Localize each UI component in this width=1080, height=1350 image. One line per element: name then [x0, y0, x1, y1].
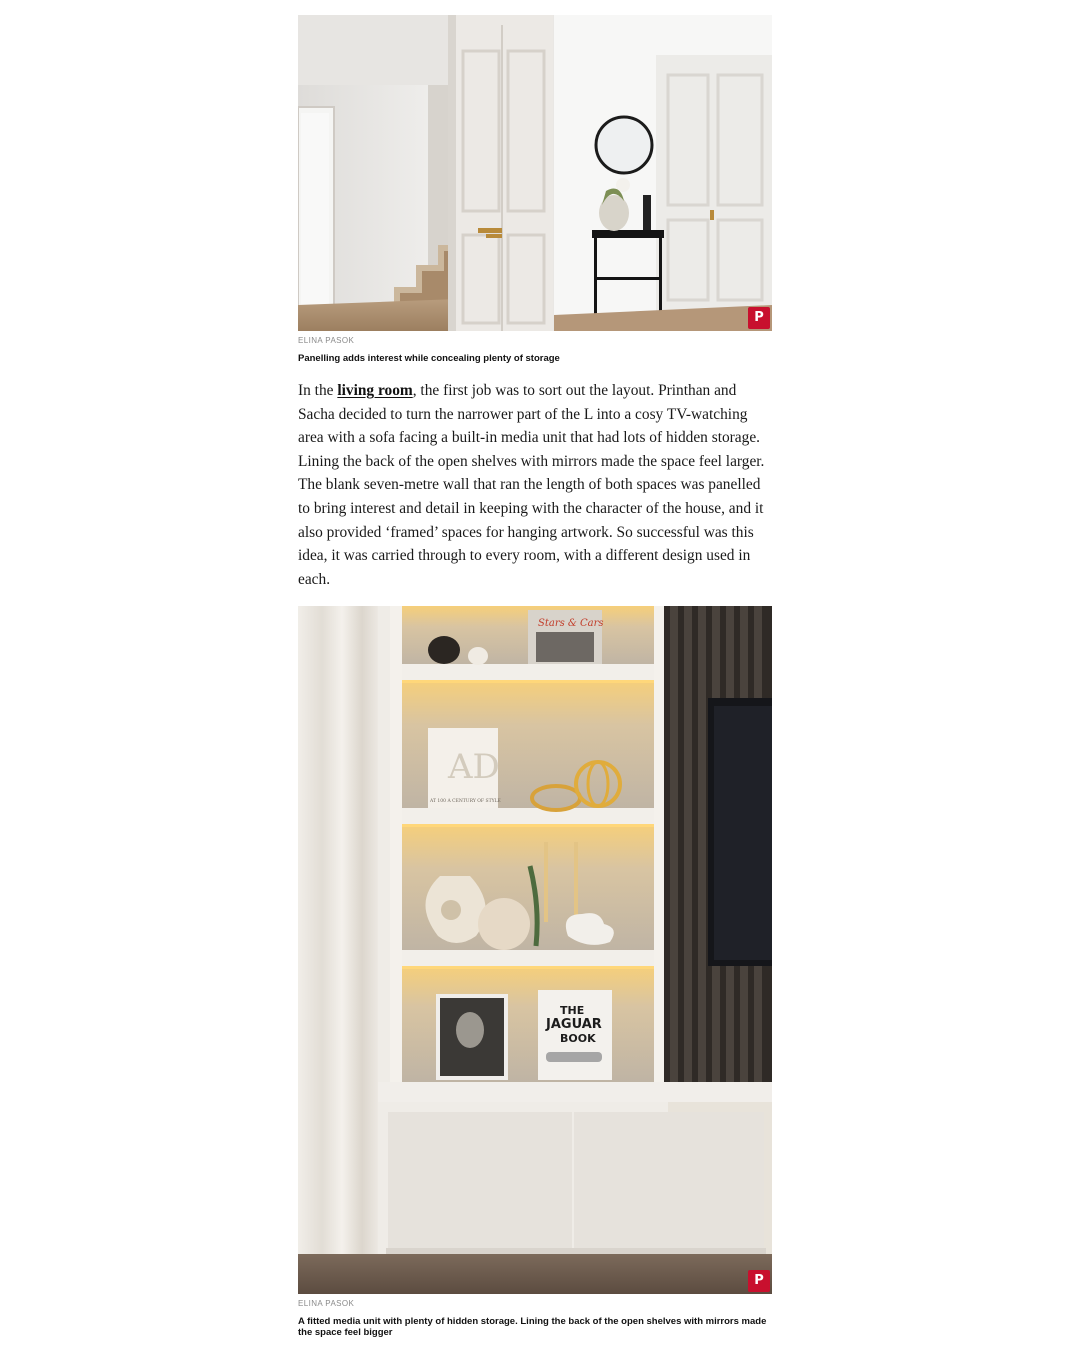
photo-caption: A fitted media unit with plenty of hidden storage. Lining the back of the open shelves with mirrors made the space feel bigger	[298, 1316, 767, 1338]
ad-book-letters: AD	[448, 747, 500, 787]
paragraph-text-start: In the	[298, 382, 338, 399]
pinterest-icon[interactable]: P	[748, 307, 770, 329]
article-paragraph	[298, 379, 772, 591]
media-unit-illustration	[298, 606, 772, 1294]
hallway-illustration	[298, 15, 772, 331]
jaguar-book-title: JAGUAR	[546, 1017, 602, 1032]
hallway-photo	[298, 15, 772, 331]
photo-caption: Panelling adds interest while concealing plenty of storage	[298, 353, 560, 364]
stars-cars-book-title: Stars & Cars	[538, 618, 604, 629]
living-room-link[interactable]: living room	[337, 382, 413, 399]
photo-credit: ELINA PASOK	[298, 336, 355, 345]
photo-credit: ELINA PASOK	[298, 1299, 355, 1308]
ad-book-subtitle: AT 100 A CENTURY OF STYLE	[430, 799, 501, 804]
paragraph-text-rest: , the first job was to sort out the layout. Printhan and Sacha decided to turn the narrower part of the L into a cosy TV-watching area with a sofa facing a built-in media unit that had lots of hidden storage. Lining the back of the open shelves with mirrors made the space feel larger. The blank seven-metre wall that ran the length of both spaces was panelled to bring interest and detail in keeping with the character of the house, and it also provided ‘framed’ spaces for hanging artwork. So successful was this idea, it was carried through to every room, with a different design used in each.	[298, 382, 765, 588]
jaguar-book-book: BOOK	[560, 1032, 596, 1045]
jaguar-book-the: THE	[560, 1004, 585, 1017]
media-unit-photo	[298, 606, 772, 1294]
pinterest-icon[interactable]: P	[748, 1270, 770, 1292]
